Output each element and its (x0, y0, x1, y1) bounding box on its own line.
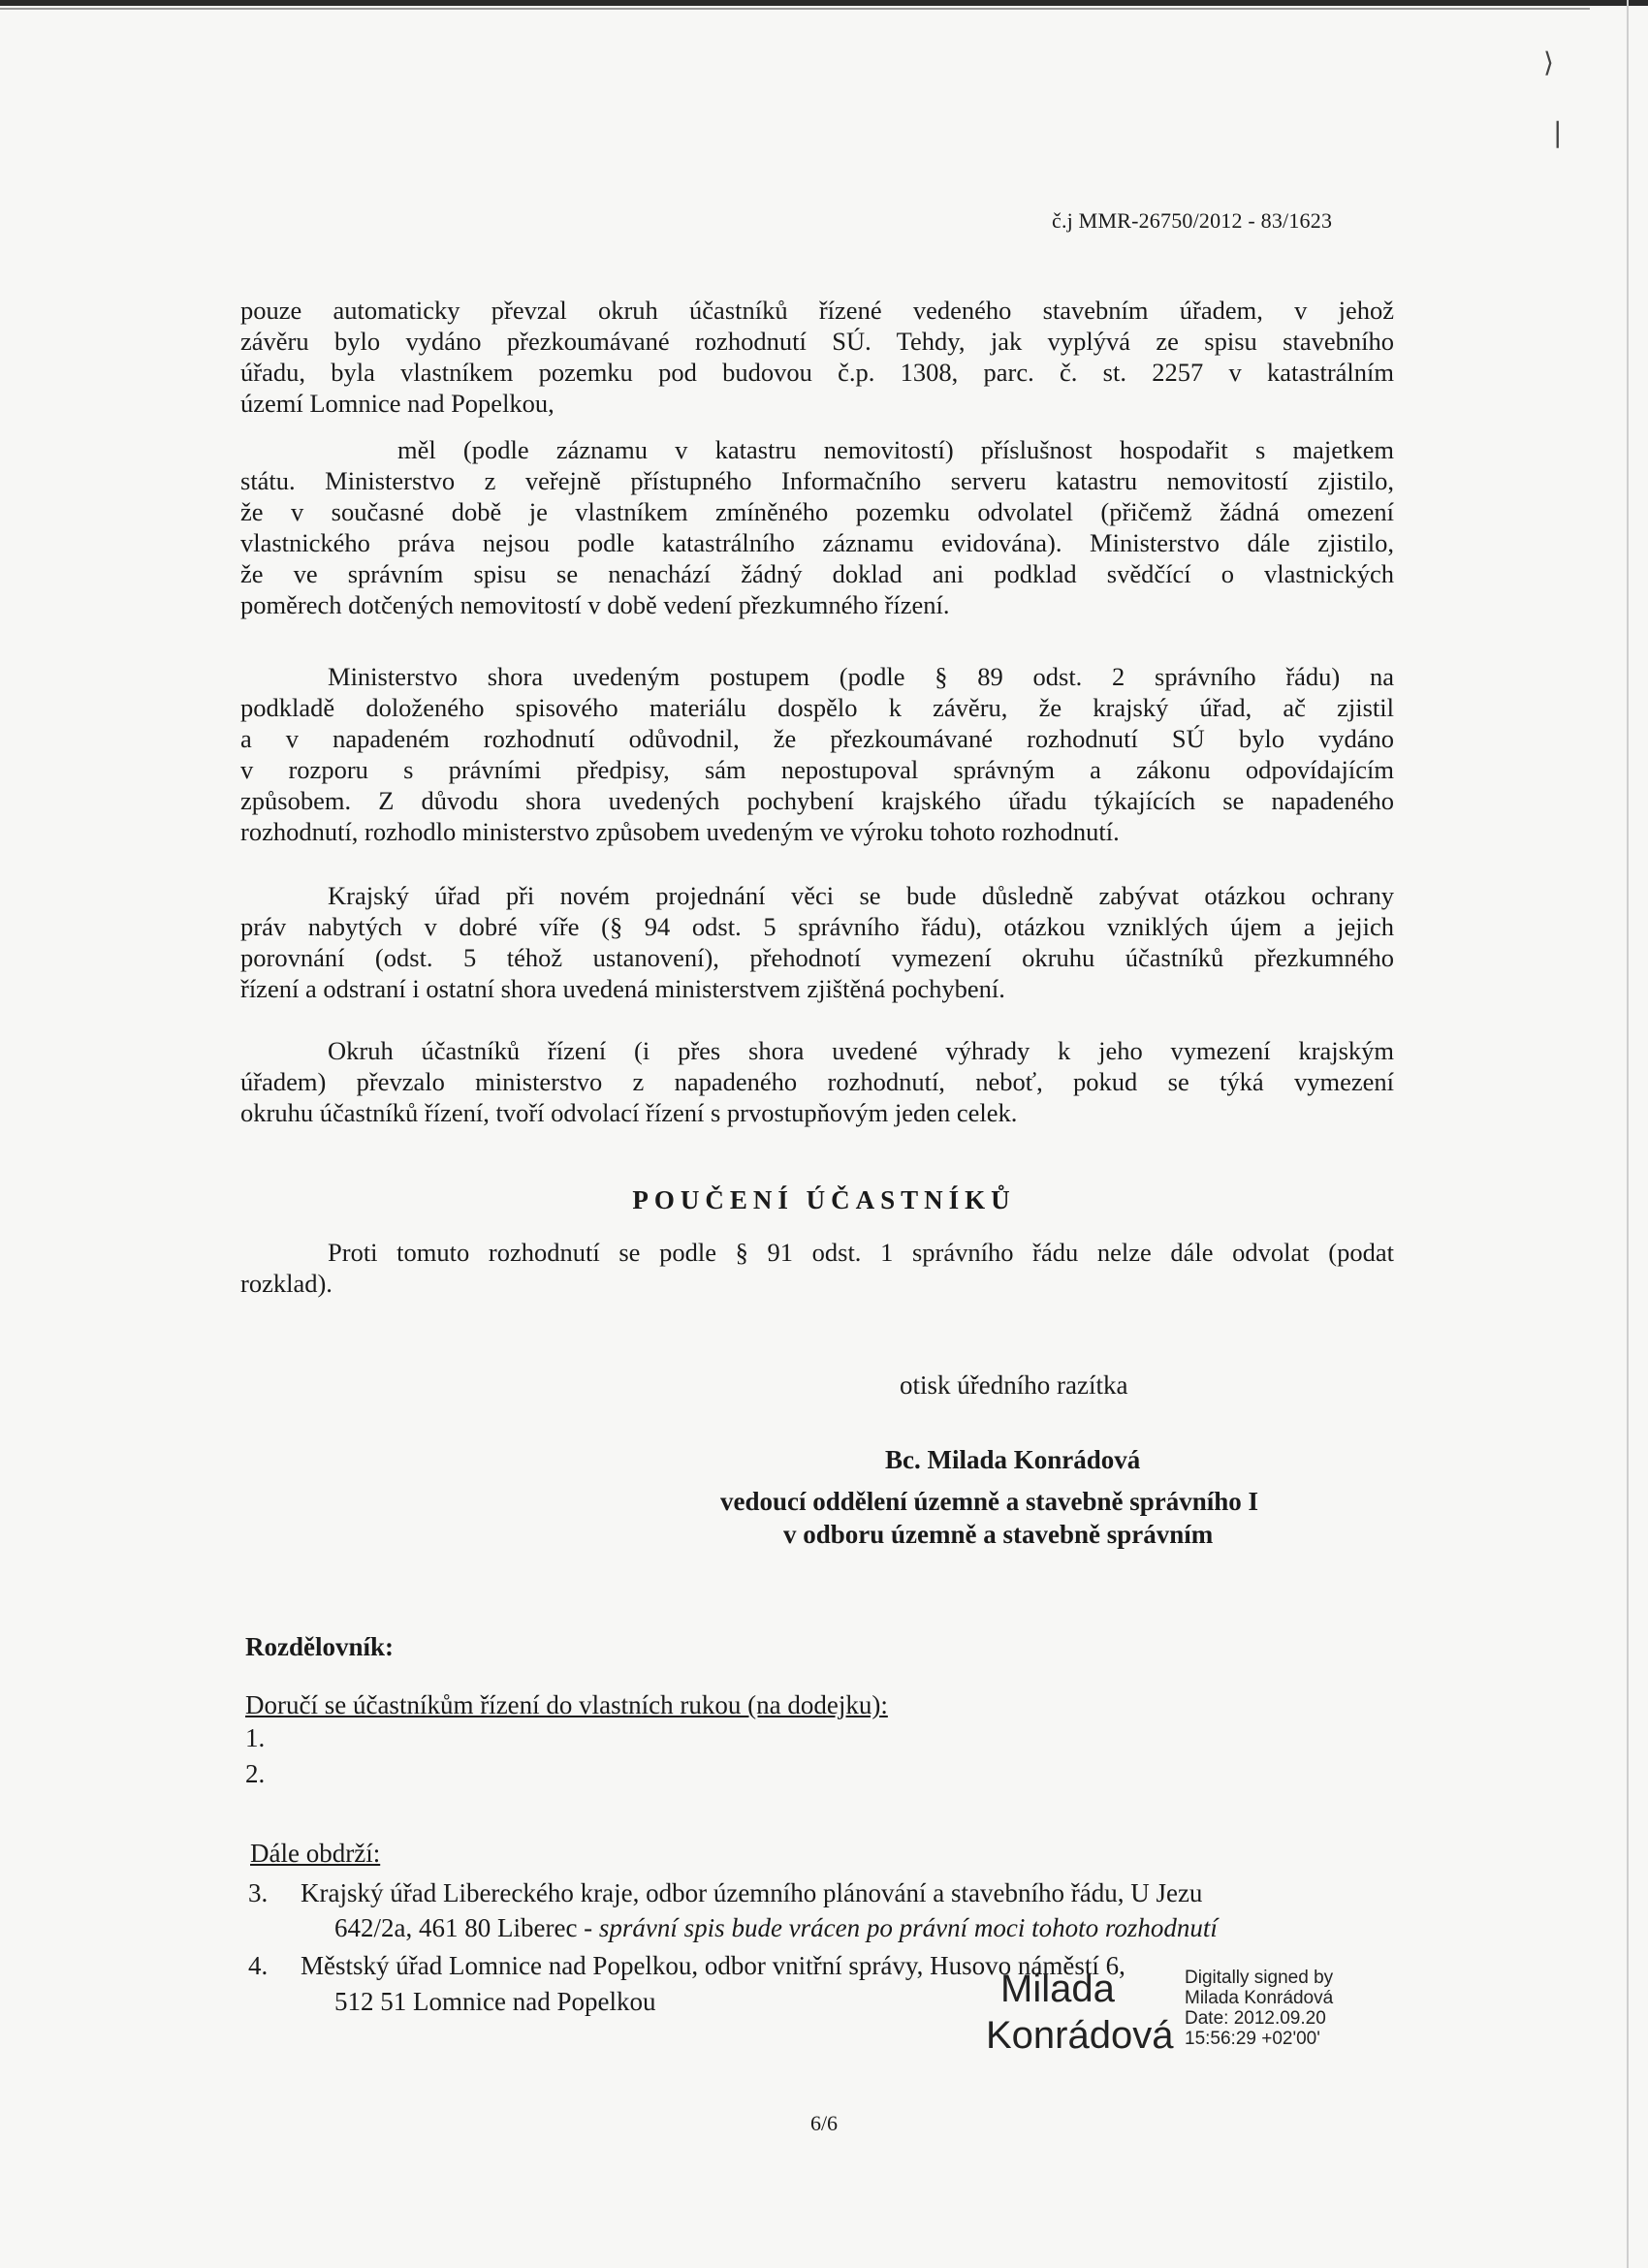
text-line: závěru bylo vydáno přezkoumávané rozhodnutí SÚ. Tehdy, jak vyplývá ze spisu stavebního (240, 327, 1394, 356)
scan-right-edge (1627, 0, 1629, 2268)
recipient-address: Krajský úřad Libereckého kraje, odbor územního plánování a stavebního řádu, U Jezu (301, 1878, 1203, 1907)
text-line: Proti tomuto rozhodnutí se podle § 91 odst. 1 správního řádu nelze dále odvolat (podat (328, 1238, 1394, 1267)
recipient-note: správní spis bude vrácen po právní moci tohoto rozhodnutí (598, 1913, 1218, 1942)
signatory-department: v odboru územně a stavebně správním (783, 1520, 1214, 1549)
text-line: pouze automaticky převzal okruh účastníků řízené vedeného stavebním úřadem, v jehož (240, 296, 1394, 325)
scan-mark: ⟩ (1543, 48, 1554, 79)
text-line: rozhodnutí, rozhodlo ministerstvo způsobem uvedeným ve výroku tohoto rozhodnutí. (240, 817, 1120, 846)
recipient-number: 4. (248, 1951, 269, 1980)
signed-by-label: Digitally signed by (1185, 1968, 1334, 1988)
recipient-address: Městský úřad Lomnice nad Popelkou, odbor vnitřní správy, Husovo náměstí 6, (301, 1951, 1125, 1980)
text-line: Krajský úřad při novém projednání věci se bude důsledně zabývat otázkou ochrany (328, 881, 1394, 910)
paragraph-1-continued (240, 434, 1394, 620)
text-line: řízení a odstraní i ostatní shora uvedená ministerstvem zjištěná pochybení. (240, 974, 1005, 1003)
signatory-name: Bc. Milada Konrádová (885, 1445, 1141, 1474)
text-line: podkladě doloženého spisového materiálu dospělo k závěru, že krajský úřad, ač zjistil (240, 693, 1394, 722)
scan-mark: ❘ (1546, 118, 1569, 148)
signatory-role: vedoucí oddělení územně a stavebně správního I (720, 1487, 1259, 1516)
stamp-note: otisk úředního razítka (900, 1370, 1128, 1400)
instruction-heading: POUČENÍ ÚČASTNÍKŮ (632, 1185, 1016, 1214)
text-line: způsobem. Z důvodu shora uvedených pochybení krajského úřadu týkajících se napadeného (240, 786, 1394, 815)
paragraph-3 (240, 880, 1394, 1004)
text-line: že ve správním spisu se nenachází žádný doklad ani podklad svědčící o vlastnických (240, 559, 1394, 588)
text-line: porovnání (odst. 5 téhož ustanovení), přehodnotí vymezení okruhu účastníků přezkumného (240, 943, 1394, 972)
further-recipients-heading: Dále obdrží: (250, 1839, 381, 1868)
text-line: že v současné době je vlastníkem zmíněného pozemku odvolatel (přičemž žádná omezení (240, 497, 1394, 526)
delivery-item: 2. (245, 1759, 266, 1788)
recipient-address (334, 1913, 1218, 1943)
paragraph-1 (240, 295, 1394, 419)
delivery-heading: Doručí se účastníkům řízení do vlastních rukou (na dodejku): (245, 1690, 888, 1719)
signer-name: Milada Konrádová (1185, 1988, 1334, 2008)
recipient-address: 512 51 Lomnice nad Popelkou (334, 1987, 656, 2016)
paragraph-2 (240, 661, 1394, 847)
text-line: Ministerstvo shora uvedeným postupem (podle § 89 odst. 2 správního řádu) na (328, 662, 1394, 691)
text-line: okruhu účastníků řízení, tvoří odvolací řízení s prvostupňovým jeden celek. (240, 1098, 1018, 1127)
distribution-title: Rozdělovník: (245, 1632, 395, 1661)
text-line: území Lomnice nad Popelkou, (240, 389, 555, 418)
text-line: v rozporu s právními předpisy, sám nepostupoval správným a zákonu odpovídajícím (240, 755, 1394, 784)
instruction-text (240, 1237, 1394, 1299)
page-number: 6/6 (809, 2111, 839, 2135)
delivery-item: 1. (245, 1723, 266, 1752)
text-line: poměrech dotčených nemovitostí v době vedení přezkumného řízení. (240, 590, 950, 619)
text-line: úřadu, byla vlastníkem pozemku pod budovou č.p. 1308, parc. č. st. 2257 v katastrálním (240, 358, 1394, 387)
digital-signature-first-name: Milada (1000, 1968, 1115, 2010)
text-line: vlastnického práva nejsou podle katastrálního záznamu evidována). Ministerstvo dále zjistilo, (240, 528, 1394, 557)
text-line: práv nabytých v dobré víře (§ 94 odst. 5 správního řádu), otázkou vzniklých újem a jejich (240, 912, 1394, 941)
scan-top-edge-line (0, 8, 1590, 10)
digital-signature-details (1185, 1968, 1333, 2049)
digital-signature-last-name: Konrádová (986, 2014, 1174, 2057)
signature-time: 15:56:29 +02'00' (1185, 2029, 1320, 2049)
recipient-number: 3. (248, 1878, 269, 1907)
text-line: rozklad). (240, 1269, 333, 1298)
text-line: měl (podle záznamu v katastru nemovitostí) příslušnost hospodařit s majetkem (397, 435, 1394, 464)
text-line: Okruh účastníků řízení (i přes shora uvedené výhrady k jeho vymezení krajským (328, 1036, 1394, 1065)
text-line: a v napadeném rozhodnutí odůvodnil, že přezkoumávané rozhodnutí SÚ bylo vydáno (240, 724, 1394, 753)
reference-number: č.j MMR-26750/2012 - 83/1623 (1052, 208, 1333, 233)
text-line: státu. Ministerstvo z veřejně přístupného Informačního serveru katastru nemovitostí zjistilo, (240, 466, 1394, 495)
recipient-address-line: 642/2a, 461 80 Liberec - (334, 1913, 593, 1942)
signature-date: Date: 2012.09.20 (1185, 2008, 1326, 2029)
paragraph-4 (240, 1035, 1394, 1128)
scan-top-edge (0, 0, 1648, 6)
text-line: úřadem) převzalo ministerstvo z napadeného rozhodnutí, neboť, pokud se týká vymezení (240, 1067, 1394, 1096)
